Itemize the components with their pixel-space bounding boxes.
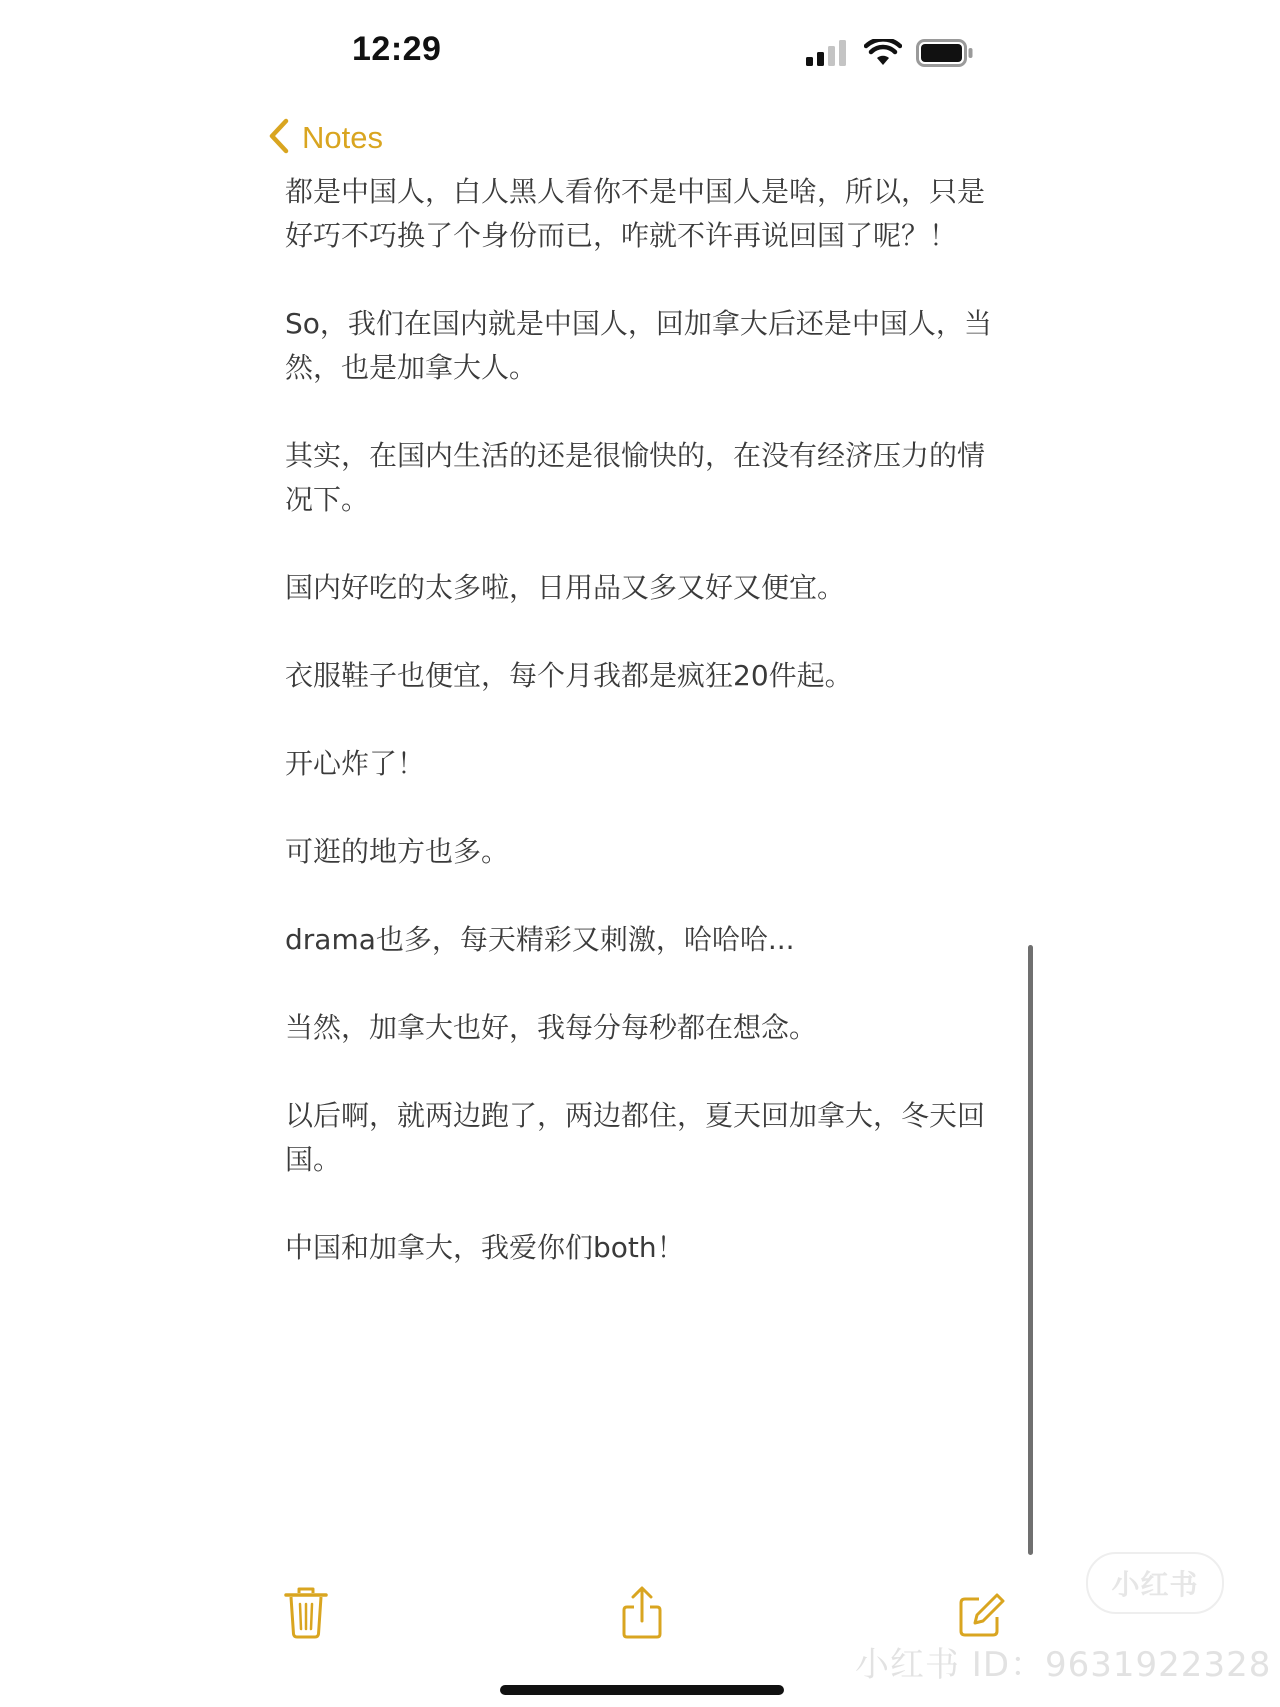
back-button[interactable] — [268, 118, 383, 158]
note-paragraph: 当然，加拿大也好，我每分每秒都在想念。 — [285, 1011, 818, 1044]
share-button[interactable] — [617, 1585, 667, 1641]
scrollbar[interactable] — [1028, 945, 1033, 1555]
back-button-label: Notes — [302, 120, 383, 155]
watermark-badge: 小红书 — [1086, 1552, 1224, 1614]
delete-button[interactable] — [281, 1585, 331, 1641]
wifi-icon — [864, 39, 902, 67]
note-paragraph: 其实，在国内生活的还是很愉快的，在没有经济压力的情况下。 — [285, 439, 986, 516]
share-icon — [617, 1626, 667, 1645]
status-time: 12:29 — [352, 30, 442, 68]
note-body[interactable] — [285, 170, 1005, 1314]
note-paragraph: 开心炸了！ — [285, 747, 426, 780]
note-paragraph: 衣服鞋子也便宜，每个月我都是疯狂20件起。 — [285, 659, 853, 692]
status-icons — [806, 36, 974, 70]
home-indicator[interactable] — [500, 1685, 784, 1695]
note-paragraph: So，我们在国内就是中国人，回加拿大后还是中国人，当然，也是加拿大人。 — [285, 307, 992, 384]
cellular-signal-icon — [806, 40, 850, 66]
note-paragraph: 国内好吃的太多啦，日用品又多又好又便宜。 — [285, 571, 846, 604]
compose-button[interactable] — [955, 1585, 1005, 1641]
note-paragraph: 可逛的地方也多。 — [285, 835, 510, 868]
chevron-left-icon — [268, 118, 290, 158]
watermark-id: 小红书 ID：9631922328 — [855, 1645, 1272, 1685]
note-paragraph: 以后啊，就两边跑了，两边都住，夏天回加拿大，冬天回国。 — [285, 1099, 986, 1176]
note-paragraph: drama也多，每天精彩又刺激，哈哈哈... — [285, 923, 795, 956]
trash-icon — [281, 1626, 331, 1645]
battery-icon — [916, 39, 974, 67]
note-paragraph: 都是中国人，白人黑人看你不是中国人是啥，所以，只是好巧不巧换了个身份而已，咋就不许再说回国了呢？！ — [285, 175, 986, 252]
note-paragraph: 中国和加拿大，我爱你们both！ — [285, 1231, 685, 1264]
